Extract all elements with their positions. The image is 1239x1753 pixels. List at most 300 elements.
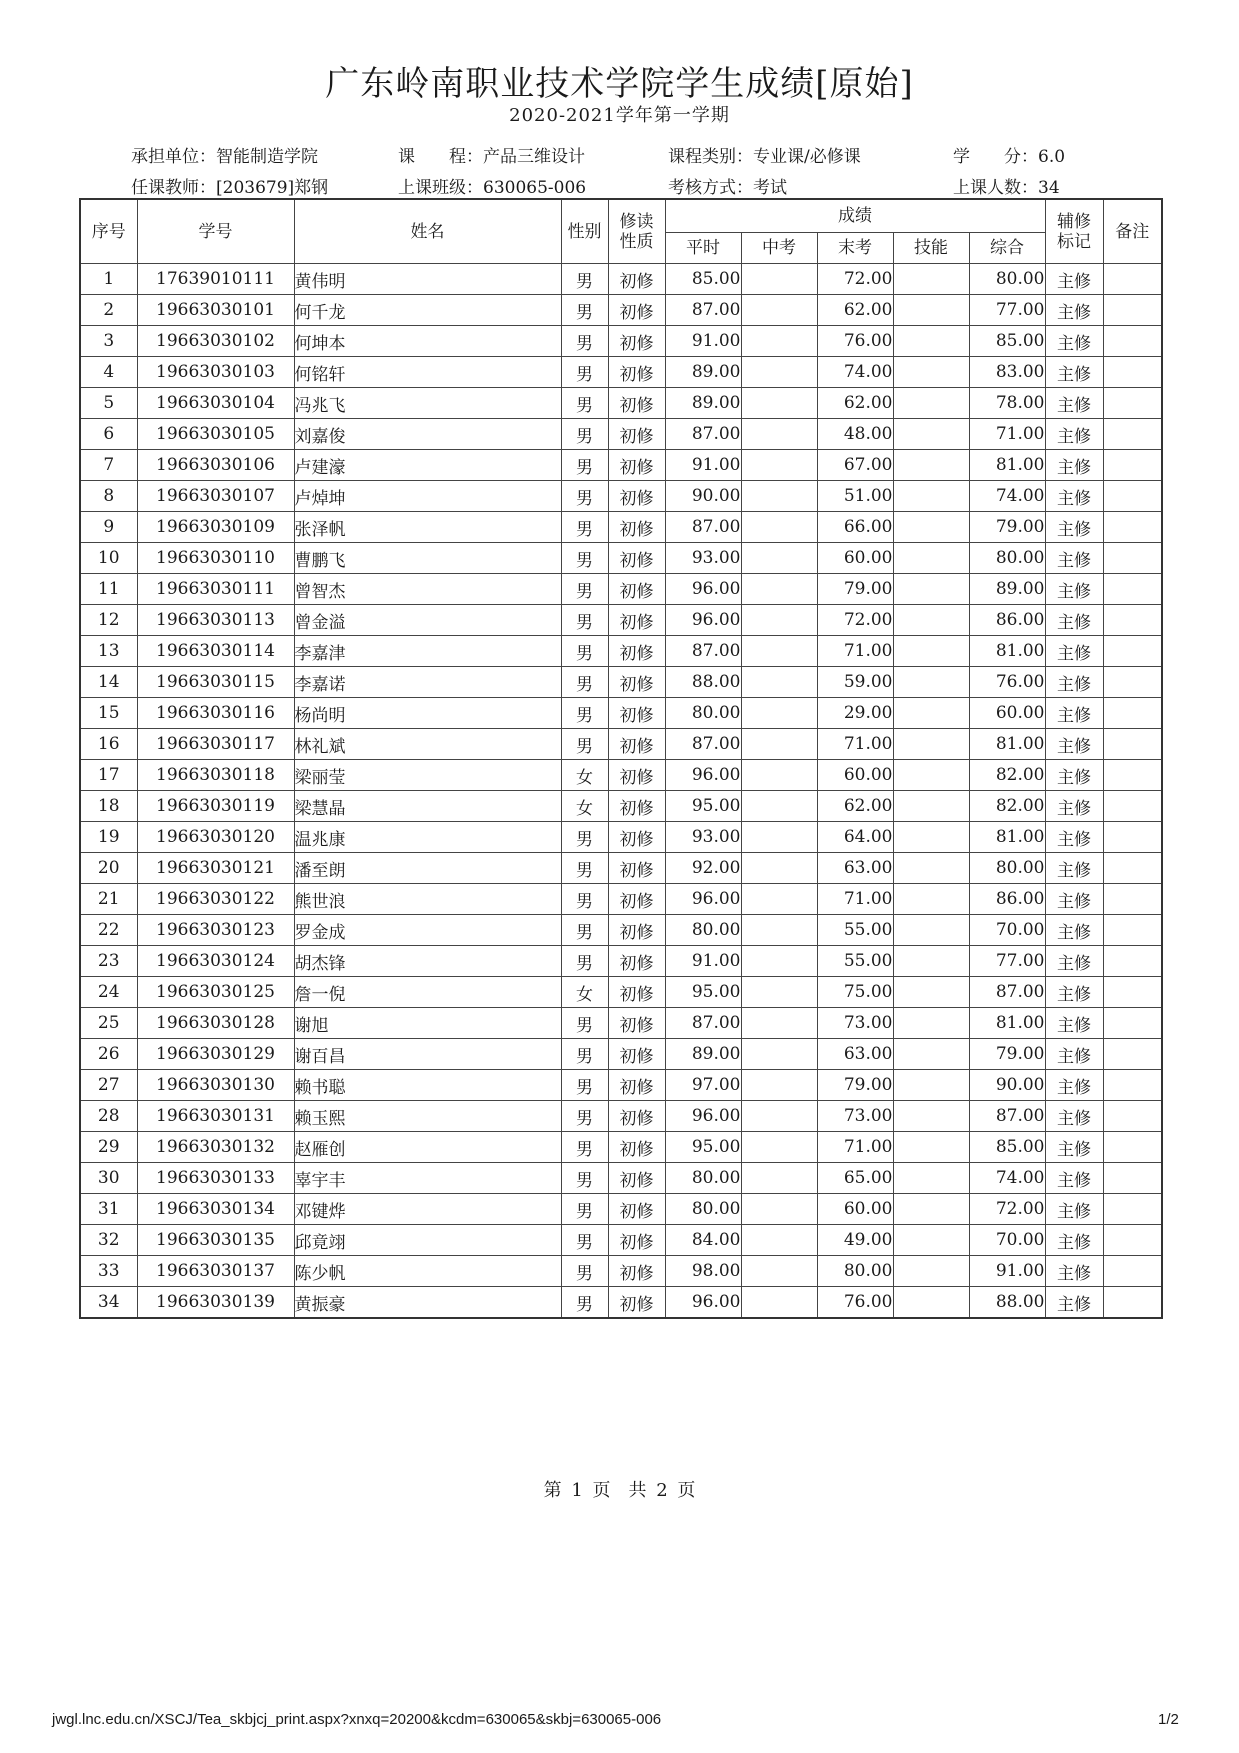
row-student-id: 19663030124 xyxy=(137,946,294,977)
row-flag: 主修 xyxy=(1045,915,1103,946)
row-flag: 主修 xyxy=(1045,388,1103,419)
row-midterm-score xyxy=(741,1132,817,1163)
row-midterm-score xyxy=(741,667,817,698)
row-midterm-score xyxy=(741,915,817,946)
row-flag: 主修 xyxy=(1045,605,1103,636)
row-seq: 1 xyxy=(80,264,137,295)
row-name: 赵雁创 xyxy=(294,1132,561,1163)
row-total-score: 85.00 xyxy=(969,326,1045,357)
table-row xyxy=(80,977,1162,1008)
row-total-score: 82.00 xyxy=(969,791,1045,822)
table-row xyxy=(80,1225,1162,1256)
row-study-type: 初修 xyxy=(608,667,665,698)
row-total-score: 77.00 xyxy=(969,946,1045,977)
table-row xyxy=(80,636,1162,667)
page-counter: 1/2 xyxy=(1158,1711,1179,1728)
row-student-id: 19663030128 xyxy=(137,1008,294,1039)
row-skill-score xyxy=(893,295,969,326)
row-remark xyxy=(1103,915,1162,946)
table-row xyxy=(80,388,1162,419)
row-seq: 13 xyxy=(80,636,137,667)
row-flag: 主修 xyxy=(1045,1287,1103,1319)
row-seq: 28 xyxy=(80,1101,137,1132)
row-skill-score xyxy=(893,977,969,1008)
row-skill-score xyxy=(893,1070,969,1101)
row-skill-score xyxy=(893,326,969,357)
row-total-score: 81.00 xyxy=(969,729,1045,760)
row-study-type: 初修 xyxy=(608,760,665,791)
row-skill-score xyxy=(893,605,969,636)
table-row xyxy=(80,1194,1162,1225)
col-name-header: 姓名 xyxy=(294,199,561,264)
row-remark xyxy=(1103,357,1162,388)
row-skill-score xyxy=(893,915,969,946)
row-final-score: 62.00 xyxy=(817,791,893,822)
row-study-type: 初修 xyxy=(608,822,665,853)
row-usual-score: 87.00 xyxy=(665,419,741,450)
row-student-id: 19663030119 xyxy=(137,791,294,822)
row-final-score: 55.00 xyxy=(817,915,893,946)
row-total-score: 72.00 xyxy=(969,1194,1045,1225)
row-study-type: 初修 xyxy=(608,636,665,667)
row-gender: 男 xyxy=(561,574,608,605)
table-row xyxy=(80,1132,1162,1163)
row-student-id: 19663030139 xyxy=(137,1287,294,1319)
row-skill-score xyxy=(893,1225,969,1256)
row-seq: 34 xyxy=(80,1287,137,1319)
row-seq: 8 xyxy=(80,481,137,512)
row-student-id: 17639010111 xyxy=(137,264,294,295)
row-gender: 男 xyxy=(561,946,608,977)
row-gender: 男 xyxy=(561,822,608,853)
row-total-score: 60.00 xyxy=(969,698,1045,729)
row-gender: 男 xyxy=(561,853,608,884)
row-study-type: 初修 xyxy=(608,1008,665,1039)
row-seq: 17 xyxy=(80,760,137,791)
row-name: 詹一倪 xyxy=(294,977,561,1008)
row-student-id: 19663030123 xyxy=(137,915,294,946)
row-gender: 男 xyxy=(561,915,608,946)
row-study-type: 初修 xyxy=(608,1225,665,1256)
row-name: 罗金成 xyxy=(294,915,561,946)
row-name: 杨尚明 xyxy=(294,698,561,729)
row-student-id: 19663030125 xyxy=(137,977,294,1008)
row-seq: 3 xyxy=(80,326,137,357)
row-flag: 主修 xyxy=(1045,977,1103,1008)
row-usual-score: 87.00 xyxy=(665,1008,741,1039)
row-usual-score: 80.00 xyxy=(665,1163,741,1194)
row-study-type: 初修 xyxy=(608,419,665,450)
row-midterm-score xyxy=(741,1163,817,1194)
row-total-score: 77.00 xyxy=(969,295,1045,326)
row-remark xyxy=(1103,481,1162,512)
row-skill-score xyxy=(893,1008,969,1039)
table-row xyxy=(80,1287,1162,1319)
row-total-score: 82.00 xyxy=(969,760,1045,791)
row-name: 林礼斌 xyxy=(294,729,561,760)
row-usual-score: 96.00 xyxy=(665,574,741,605)
row-midterm-score xyxy=(741,388,817,419)
row-final-score: 71.00 xyxy=(817,636,893,667)
table-row xyxy=(80,915,1162,946)
table-row xyxy=(80,1008,1162,1039)
row-study-type: 初修 xyxy=(608,326,665,357)
unit-info: 承担单位：智能制造学院 xyxy=(131,147,318,167)
row-midterm-score xyxy=(741,1101,817,1132)
page-info: 第 1 页 共 2 页 xyxy=(543,1480,696,1501)
row-remark xyxy=(1103,512,1162,543)
row-remark xyxy=(1103,419,1162,450)
row-flag: 主修 xyxy=(1045,1225,1103,1256)
row-flag: 主修 xyxy=(1045,729,1103,760)
row-name: 何千龙 xyxy=(294,295,561,326)
row-skill-score xyxy=(893,388,969,419)
row-total-score: 86.00 xyxy=(969,605,1045,636)
row-flag: 主修 xyxy=(1045,295,1103,326)
row-final-score: 73.00 xyxy=(817,1101,893,1132)
row-gender: 男 xyxy=(561,1039,608,1070)
row-total-score: 90.00 xyxy=(969,1070,1045,1101)
table-row xyxy=(80,543,1162,574)
table-row xyxy=(80,295,1162,326)
row-gender: 男 xyxy=(561,1194,608,1225)
row-midterm-score xyxy=(741,884,817,915)
row-study-type: 初修 xyxy=(608,698,665,729)
grade-rows xyxy=(80,264,1162,1319)
row-gender: 男 xyxy=(561,729,608,760)
row-remark xyxy=(1103,1008,1162,1039)
row-final-score: 60.00 xyxy=(817,1194,893,1225)
row-name: 曹鹏飞 xyxy=(294,543,561,574)
row-flag: 主修 xyxy=(1045,574,1103,605)
row-remark xyxy=(1103,977,1162,1008)
row-skill-score xyxy=(893,884,969,915)
row-study-type: 初修 xyxy=(608,946,665,977)
row-total-score: 70.00 xyxy=(969,1225,1045,1256)
row-final-score: 76.00 xyxy=(817,326,893,357)
row-student-id: 19663030137 xyxy=(137,1256,294,1287)
row-total-score: 71.00 xyxy=(969,419,1045,450)
row-name: 冯兆飞 xyxy=(294,388,561,419)
row-gender: 男 xyxy=(561,1256,608,1287)
row-seq: 5 xyxy=(80,388,137,419)
flag-line2: 标记 xyxy=(1057,231,1091,252)
row-remark xyxy=(1103,326,1162,357)
category-info: 课程类别：专业课/必修课 xyxy=(668,147,861,167)
row-midterm-score xyxy=(741,698,817,729)
table-row xyxy=(80,946,1162,977)
row-gender: 男 xyxy=(561,264,608,295)
row-gender: 男 xyxy=(561,1101,608,1132)
row-midterm-score xyxy=(741,481,817,512)
row-total-score: 74.00 xyxy=(969,1163,1045,1194)
row-midterm-score xyxy=(741,760,817,791)
row-final-score: 51.00 xyxy=(817,481,893,512)
row-seq: 10 xyxy=(80,543,137,574)
row-student-id: 19663030114 xyxy=(137,636,294,667)
term-label: 2020-2021学年第一学期 xyxy=(509,105,730,126)
row-final-score: 49.00 xyxy=(817,1225,893,1256)
row-seq: 14 xyxy=(80,667,137,698)
row-final-score: 64.00 xyxy=(817,822,893,853)
row-remark xyxy=(1103,1256,1162,1287)
row-remark xyxy=(1103,791,1162,822)
row-remark xyxy=(1103,1163,1162,1194)
row-midterm-score xyxy=(741,1256,817,1287)
class-info: 上课班级：630065-006 xyxy=(398,178,587,198)
row-seq: 23 xyxy=(80,946,137,977)
row-student-id: 19663030134 xyxy=(137,1194,294,1225)
row-seq: 15 xyxy=(80,698,137,729)
row-skill-score xyxy=(893,667,969,698)
row-seq: 18 xyxy=(80,791,137,822)
row-final-score: 80.00 xyxy=(817,1256,893,1287)
row-student-id: 19663030106 xyxy=(137,450,294,481)
row-gender: 男 xyxy=(561,512,608,543)
row-midterm-score xyxy=(741,295,817,326)
exam-mode-info: 考核方式：考试 xyxy=(668,178,787,198)
row-study-type: 初修 xyxy=(608,1287,665,1319)
table-row xyxy=(80,822,1162,853)
row-remark xyxy=(1103,264,1162,295)
col-gender-header: 性别 xyxy=(561,199,608,264)
row-flag: 主修 xyxy=(1045,636,1103,667)
table-row xyxy=(80,884,1162,915)
row-flag: 主修 xyxy=(1045,698,1103,729)
row-final-score: 62.00 xyxy=(817,388,893,419)
row-study-type: 初修 xyxy=(608,543,665,574)
row-total-score: 70.00 xyxy=(969,915,1045,946)
row-flag: 主修 xyxy=(1045,543,1103,574)
row-midterm-score xyxy=(741,853,817,884)
row-name: 辜宇丰 xyxy=(294,1163,561,1194)
row-gender: 男 xyxy=(561,605,608,636)
row-skill-score xyxy=(893,481,969,512)
row-final-score: 63.00 xyxy=(817,1039,893,1070)
row-total-score: 76.00 xyxy=(969,667,1045,698)
row-remark xyxy=(1103,667,1162,698)
row-name: 何铭轩 xyxy=(294,357,561,388)
col-scores-header: 成绩 xyxy=(665,199,1045,233)
row-seq: 16 xyxy=(80,729,137,760)
row-name: 李嘉诺 xyxy=(294,667,561,698)
row-usual-score: 95.00 xyxy=(665,977,741,1008)
table-row xyxy=(80,605,1162,636)
row-total-score: 81.00 xyxy=(969,450,1045,481)
col-student-id-header: 学号 xyxy=(137,199,294,264)
row-study-type: 初修 xyxy=(608,791,665,822)
row-name: 黄振豪 xyxy=(294,1287,561,1319)
row-midterm-score xyxy=(741,1070,817,1101)
row-midterm-score xyxy=(741,574,817,605)
row-name: 潘至朗 xyxy=(294,853,561,884)
row-student-id: 19663030135 xyxy=(137,1225,294,1256)
row-flag: 主修 xyxy=(1045,1194,1103,1225)
row-usual-score: 87.00 xyxy=(665,512,741,543)
row-remark xyxy=(1103,1225,1162,1256)
row-usual-score: 90.00 xyxy=(665,481,741,512)
row-gender: 男 xyxy=(561,543,608,574)
table-row xyxy=(80,729,1162,760)
row-gender: 男 xyxy=(561,1225,608,1256)
row-name: 谢旭 xyxy=(294,1008,561,1039)
row-study-type: 初修 xyxy=(608,1163,665,1194)
row-total-score: 80.00 xyxy=(969,853,1045,884)
row-final-score: 75.00 xyxy=(817,977,893,1008)
row-study-type: 初修 xyxy=(608,481,665,512)
row-final-score: 71.00 xyxy=(817,884,893,915)
row-seq: 33 xyxy=(80,1256,137,1287)
row-student-id: 19663030129 xyxy=(137,1039,294,1070)
row-study-type: 初修 xyxy=(608,977,665,1008)
table-row xyxy=(80,1070,1162,1101)
row-study-type: 初修 xyxy=(608,388,665,419)
table-row xyxy=(80,574,1162,605)
row-final-score: 67.00 xyxy=(817,450,893,481)
table-row xyxy=(80,760,1162,791)
table-row xyxy=(80,450,1162,481)
row-skill-score xyxy=(893,698,969,729)
row-usual-score: 85.00 xyxy=(665,264,741,295)
table-row xyxy=(80,512,1162,543)
row-skill-score xyxy=(893,946,969,977)
row-skill-score xyxy=(893,853,969,884)
row-final-score: 73.00 xyxy=(817,1008,893,1039)
row-total-score: 80.00 xyxy=(969,543,1045,574)
row-seq: 30 xyxy=(80,1163,137,1194)
row-midterm-score xyxy=(741,1194,817,1225)
row-total-score: 80.00 xyxy=(969,264,1045,295)
row-final-score: 65.00 xyxy=(817,1163,893,1194)
row-usual-score: 80.00 xyxy=(665,915,741,946)
row-midterm-score xyxy=(741,605,817,636)
row-skill-score xyxy=(893,512,969,543)
row-gender: 男 xyxy=(561,1163,608,1194)
row-final-score: 60.00 xyxy=(817,760,893,791)
row-student-id: 19663030115 xyxy=(137,667,294,698)
row-remark xyxy=(1103,636,1162,667)
row-skill-score xyxy=(893,264,969,295)
row-flag: 主修 xyxy=(1045,667,1103,698)
row-student-id: 19663030113 xyxy=(137,605,294,636)
row-seq: 29 xyxy=(80,1132,137,1163)
col-midterm-header: 中考 xyxy=(741,233,817,264)
row-total-score: 88.00 xyxy=(969,1287,1045,1319)
row-student-id: 19663030130 xyxy=(137,1070,294,1101)
row-total-score: 78.00 xyxy=(969,388,1045,419)
row-skill-score xyxy=(893,1101,969,1132)
row-name: 赖玉熙 xyxy=(294,1101,561,1132)
row-name: 熊世浪 xyxy=(294,884,561,915)
row-student-id: 19663030111 xyxy=(137,574,294,605)
credit-info: 学 分：6.0 xyxy=(953,147,1066,167)
row-study-type: 初修 xyxy=(608,1039,665,1070)
table-row xyxy=(80,419,1162,450)
row-name: 赖书聪 xyxy=(294,1070,561,1101)
row-usual-score: 95.00 xyxy=(665,791,741,822)
row-gender: 男 xyxy=(561,667,608,698)
row-student-id: 19663030133 xyxy=(137,1163,294,1194)
grades-table xyxy=(79,198,1163,1319)
course-info: 课 程：产品三维设计 xyxy=(398,147,585,167)
row-skill-score xyxy=(893,729,969,760)
row-remark xyxy=(1103,450,1162,481)
row-remark xyxy=(1103,1194,1162,1225)
col-skill-header: 技能 xyxy=(893,233,969,264)
row-study-type: 初修 xyxy=(608,853,665,884)
row-gender: 男 xyxy=(561,698,608,729)
row-name: 梁慧晶 xyxy=(294,791,561,822)
headcount-info: 上课人数：34 xyxy=(953,178,1060,198)
row-seq: 25 xyxy=(80,1008,137,1039)
row-skill-score xyxy=(893,543,969,574)
row-usual-score: 95.00 xyxy=(665,1132,741,1163)
row-midterm-score xyxy=(741,326,817,357)
row-name: 陈少帆 xyxy=(294,1256,561,1287)
row-total-score: 85.00 xyxy=(969,1132,1045,1163)
table-row xyxy=(80,264,1162,295)
row-gender: 男 xyxy=(561,326,608,357)
flag-line1: 辅修 xyxy=(1057,211,1091,232)
row-total-score: 81.00 xyxy=(969,636,1045,667)
row-midterm-score xyxy=(741,791,817,822)
row-name: 温兆康 xyxy=(294,822,561,853)
row-skill-score xyxy=(893,450,969,481)
row-skill-score xyxy=(893,1287,969,1319)
row-gender: 男 xyxy=(561,295,608,326)
row-skill-score xyxy=(893,1194,969,1225)
row-remark xyxy=(1103,853,1162,884)
row-midterm-score xyxy=(741,357,817,388)
row-study-type: 初修 xyxy=(608,1101,665,1132)
col-flag-header xyxy=(1045,199,1103,264)
row-final-score: 55.00 xyxy=(817,946,893,977)
row-flag: 主修 xyxy=(1045,481,1103,512)
row-seq: 6 xyxy=(80,419,137,450)
row-study-type: 初修 xyxy=(608,295,665,326)
row-usual-score: 87.00 xyxy=(665,295,741,326)
row-final-score: 66.00 xyxy=(817,512,893,543)
row-midterm-score xyxy=(741,1287,817,1319)
col-total-header: 综合 xyxy=(969,233,1045,264)
row-final-score: 72.00 xyxy=(817,605,893,636)
row-usual-score: 87.00 xyxy=(665,636,741,667)
row-study-type: 初修 xyxy=(608,605,665,636)
row-study-type: 初修 xyxy=(608,1194,665,1225)
row-seq: 22 xyxy=(80,915,137,946)
row-usual-score: 89.00 xyxy=(665,388,741,419)
row-usual-score: 91.00 xyxy=(665,450,741,481)
row-student-id: 19663030109 xyxy=(137,512,294,543)
row-total-score: 79.00 xyxy=(969,1039,1045,1070)
row-midterm-score xyxy=(741,822,817,853)
row-usual-score: 91.00 xyxy=(665,326,741,357)
row-gender: 男 xyxy=(561,1287,608,1319)
row-flag: 主修 xyxy=(1045,419,1103,450)
table-row xyxy=(80,326,1162,357)
row-student-id: 19663030132 xyxy=(137,1132,294,1163)
row-study-type: 初修 xyxy=(608,264,665,295)
row-study-type: 初修 xyxy=(608,915,665,946)
row-usual-score: 84.00 xyxy=(665,1225,741,1256)
row-flag: 主修 xyxy=(1045,884,1103,915)
row-flag: 主修 xyxy=(1045,1039,1103,1070)
row-midterm-score xyxy=(741,729,817,760)
row-name: 张泽帆 xyxy=(294,512,561,543)
row-remark xyxy=(1103,760,1162,791)
row-flag: 主修 xyxy=(1045,512,1103,543)
row-total-score: 83.00 xyxy=(969,357,1045,388)
